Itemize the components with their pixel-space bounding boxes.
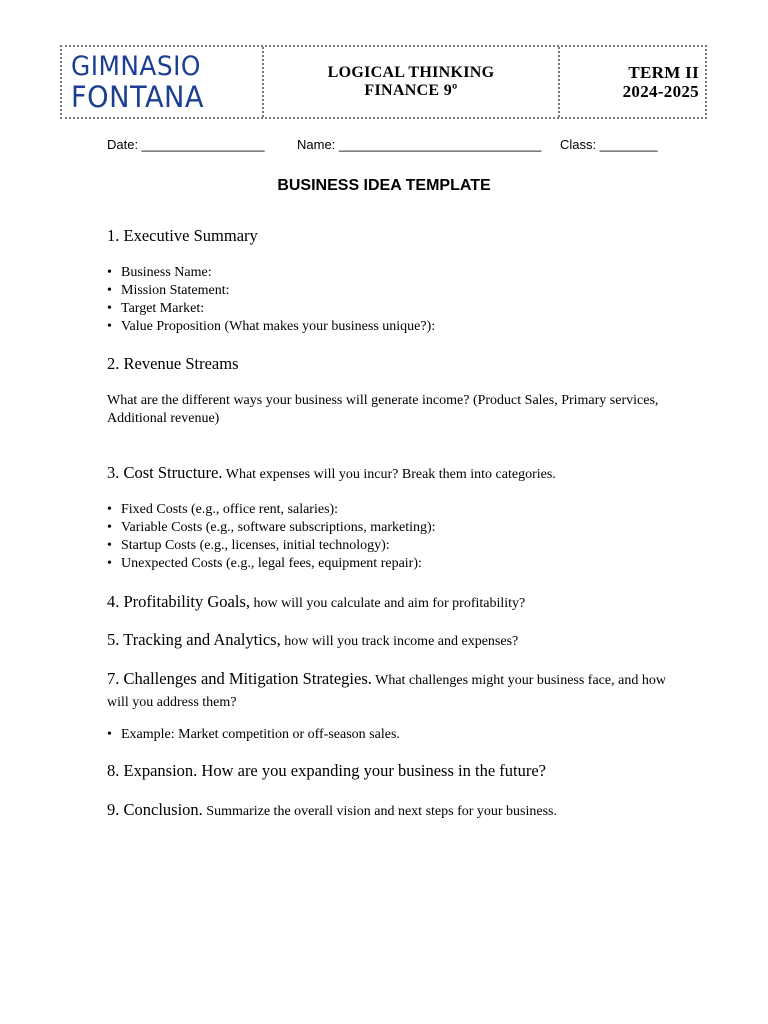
- list-item: • Variable Costs (e.g., software subscriptions, marketing):: [107, 519, 667, 537]
- section-5-heading: [107, 630, 667, 652]
- class-field[interactable]: Class: ________: [560, 137, 658, 152]
- subject-cell: [264, 47, 560, 117]
- section-9-subtext: Summarize the overall vision and next steps for your business.: [202, 804, 558, 819]
- section-8-heading: 8. Expansion. How are you expanding your business in the future?: [107, 761, 546, 780]
- term-cell: [560, 47, 705, 117]
- section-3-subtext: What expenses will you incur? Break them into categories.: [222, 467, 556, 482]
- list-item: • Target Market:: [107, 300, 667, 318]
- logo-line-2: FONTANA: [71, 80, 205, 114]
- section-9-title: 9. Conclusion.: [107, 800, 203, 819]
- student-info-row: [107, 137, 658, 152]
- date-field[interactable]: Date: _________________: [107, 137, 265, 152]
- header-table: [60, 45, 707, 119]
- section-7-heading: [107, 669, 667, 713]
- section-4-subtext: how will you calculate and aim for profitability?: [250, 596, 526, 611]
- list-item: • Mission Statement:: [107, 282, 667, 300]
- name-field[interactable]: Name: ____________________________: [297, 137, 542, 152]
- section-2-heading: 2. Revenue Streams: [107, 354, 239, 373]
- section-5-subtext: how will you track income and expenses?: [280, 634, 519, 649]
- section-5-title: 5. Tracking and Analytics,: [107, 630, 281, 649]
- section-4-title: 4. Profitability Goals,: [107, 592, 250, 611]
- section-2-body: What are the different ways your business will generate income? (Product Sales, Primary services, Additional revenue): [107, 393, 659, 426]
- list-item: • Startup Costs (e.g., licenses, initial technology):: [107, 537, 667, 555]
- school-year: 2024-2025: [622, 82, 699, 101]
- section-3-heading: [107, 463, 667, 485]
- list-item: • Business Name:: [107, 264, 667, 282]
- section-7-list: [107, 726, 667, 744]
- list-item: • Value Proposition (What makes your business unique?):: [107, 318, 667, 336]
- logo-line-1: GIMNASIO: [71, 51, 201, 82]
- subject-grade: FINANCE 9º: [364, 82, 458, 99]
- list-item: • Example: Market competition or off-season sales.: [107, 726, 667, 744]
- section-4-heading: [107, 592, 667, 614]
- section-7-title: 7. Challenges and Mitigation Strategies.: [107, 669, 372, 688]
- list-item: • Fixed Costs (e.g., office rent, salaries):: [107, 501, 667, 519]
- section-7-subtext: What challenges might your business face, and how will you address them?: [107, 673, 666, 710]
- term-label: TERM II: [628, 63, 699, 82]
- section-1-list: [107, 264, 667, 336]
- list-item: • Unexpected Costs (e.g., legal fees, equipment repair):: [107, 555, 667, 573]
- section-3-list: [107, 501, 667, 573]
- section-9-heading: [107, 800, 667, 822]
- document-title: BUSINESS IDEA TEMPLATE: [277, 177, 491, 194]
- subject-title: LOGICAL THINKING: [327, 64, 495, 81]
- section-1-heading: 1. Executive Summary: [107, 226, 258, 245]
- section-3-title: 3. Cost Structure.: [107, 463, 223, 482]
- school-logo: [62, 47, 264, 117]
